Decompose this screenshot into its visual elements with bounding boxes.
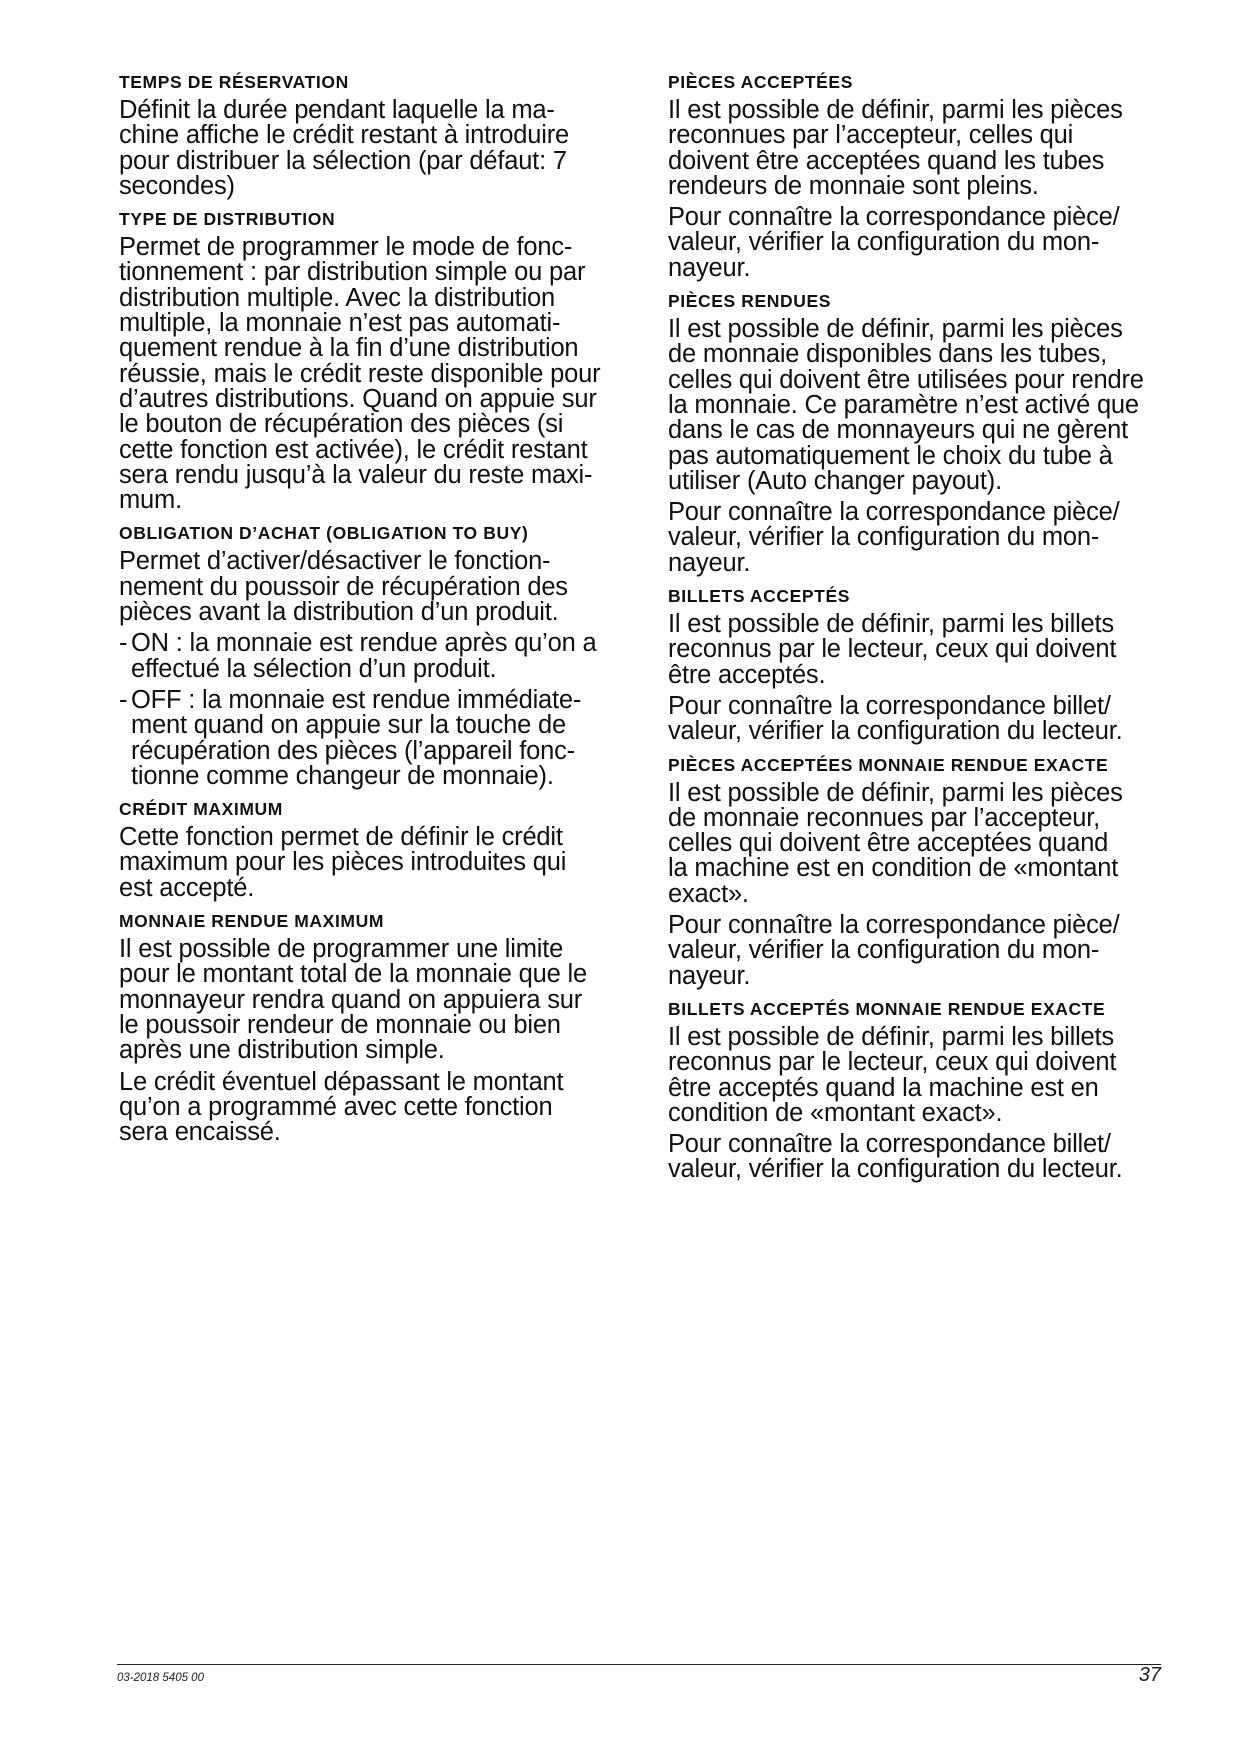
paragraph: Permet de programmer le mode de fonc- tionnement : par distribution simple ou par distribution multiple. Avec la distribution multiple, la monnaie n’est pas automati- quement rendue à la fin d’une distribution réussie, mais le crédit reste disponible pour d’autres distributions. Quand on appuie sur le bouton de récupération des pièces (si cette fonction est activée), le crédit restant sera rendu jusqu’à la valeur du reste maxi- mum.	[119, 233, 601, 515]
right-column	[668, 72, 1188, 1193]
section-heading: BILLETS ACCEPTÉS	[668, 586, 851, 607]
section-heading: MONNAIE RENDUE MAXIMUM	[119, 911, 385, 932]
section-heading: TYPE DE DISTRIBUTION	[119, 209, 336, 230]
paragraph: Pour connaître la correspondance billet/ valeur, vérifier la configuration du lecteur.	[668, 1130, 1123, 1184]
paragraph: Il est possible de définir, parmi les billets reconnus par le lecteur, ceux qui doivent être acceptés quand la machine est en condition de «montant exact».	[668, 1022, 1117, 1127]
paragraph: Pour connaître la correspondance pièce/ valeur, vérifier la configuration du mon- nayeur.	[668, 203, 1120, 282]
section-pieces-acceptees-exacte	[668, 755, 1188, 989]
paragraph: Définit la durée pendant laquelle la ma- chine affiche le crédit restant à introduire pour distribuer la sélection (par défaut: 7 secondes)	[119, 96, 569, 200]
page-number: 37	[1138, 1664, 1161, 1686]
paragraph: Pour connaître la correspondance pièce/ valeur, vérifier la configuration du mon- nayeur.	[668, 911, 1120, 990]
section-temps-reservation	[119, 72, 639, 199]
paragraph: Il est possible de définir, parmi les pièces de monnaie reconnues par l’accepteur, celles qui doivent être acceptées quand la machine est en condition de «montant exact».	[668, 778, 1123, 908]
list-item	[119, 631, 639, 682]
document-code: 03-2018 5405 00	[117, 1672, 204, 1684]
heading-paren: (OBLIGATION TO BUY)	[326, 523, 529, 544]
section-heading: BILLETS ACCEPTÉS MONNAIE RENDUE EXACTE	[668, 998, 1106, 1019]
paragraph: Il est possible de définir, parmi les billets reconnus par le lecteur, ceux qui doivent être acceptés.	[668, 610, 1117, 689]
bullet-dash: -	[119, 685, 128, 714]
section-heading	[119, 523, 639, 543]
paragraph: Permet d’activer/désactiver le fonction- nement du poussoir de récupération des pièces avant la distribution d’un produit.	[119, 547, 568, 627]
heading-main: OBLIGATION D’ACHAT	[119, 523, 321, 544]
list-item-text: OFF : la monnaie est rendue immédiate- ment quand on appuie sur la touche de récupération des pièces (l’appareil fonc- tionne comme changeur de monnaie).	[131, 685, 582, 790]
left-column	[119, 72, 639, 1155]
section-heading: PIÈCES ACCEPTÉES MONNAIE RENDUE EXACTE	[668, 754, 1109, 775]
footer-divider	[117, 1664, 1161, 1665]
paragraph: Il est possible de définir, parmi les pièces reconnues par l’accepteur, celles qui doivent être acceptées quand les tubes rendeurs de monnaie sont pleins.	[668, 96, 1123, 200]
paragraph: Cette fonction permet de définir le crédit maximum pour les pièces introduites qui est accepté.	[119, 823, 567, 902]
section-obligation-achat	[119, 523, 639, 789]
section-heading: PIÈCES RENDUES	[668, 291, 832, 312]
paragraph: Il est possible de définir, parmi les pièces de monnaie disponibles dans les tubes, celles qui doivent être utilisées pour rendre la monnaie. Ce paramètre n’est activé que dans le cas de monnayeurs qui ne gèrent pas automatiquement le choix du tube à utiliser (Auto changer payout).	[668, 315, 1144, 495]
list-item-text: ON : la monnaie est rendue après qu’on a effectué la sélection d’un produit.	[131, 629, 597, 683]
section-monnaie-rendue-maximum	[119, 911, 639, 1145]
section-heading: TEMPS DE RÉSERVATION	[119, 72, 349, 92]
bullet-dash: -	[119, 629, 128, 658]
section-pieces-rendues	[668, 291, 1188, 576]
section-billets-acceptes	[668, 586, 1188, 744]
section-heading: PIÈCES ACCEPTÉES	[668, 72, 853, 92]
paragraph: Le crédit éventuel dépassant le montant qu’on a programmé avec cette fonction sera encaissé.	[119, 1067, 564, 1147]
section-heading: CRÉDIT MAXIMUM	[119, 799, 283, 820]
paragraph: Pour connaître la correspondance billet/ valeur, vérifier la configuration du lecteur.	[668, 691, 1123, 746]
section-type-distribution	[119, 209, 639, 513]
list-item	[119, 685, 639, 790]
section-pieces-acceptees	[668, 72, 1188, 281]
paragraph: Il est possible de programmer une limite pour le montant total de la monnaie que le monnayeur rendra quand on appuiera sur le poussoir rendeur de monnaie ou bien après une distribution simple.	[119, 935, 587, 1065]
section-credit-maximum	[119, 799, 639, 901]
section-billets-acceptes-exacte	[668, 999, 1188, 1183]
paragraph: Pour connaître la correspondance pièce/ valeur, vérifier la configuration du mon- nayeur.	[668, 498, 1120, 577]
